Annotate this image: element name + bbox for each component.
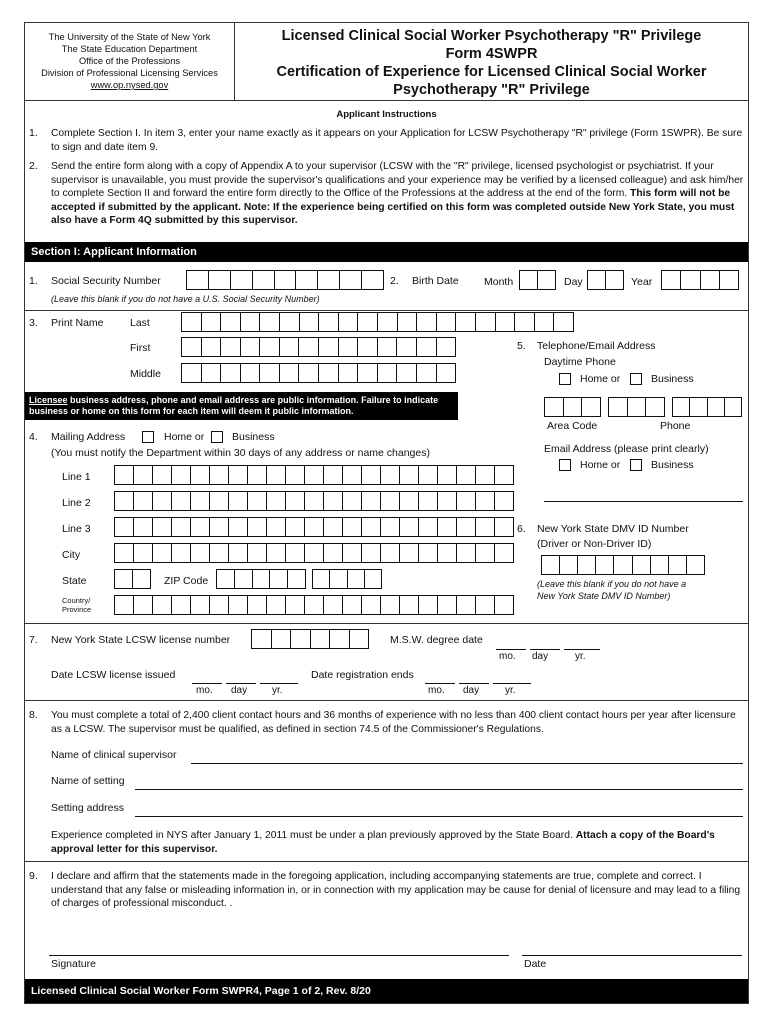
form-number: Form 4SWPR xyxy=(445,46,538,62)
reg-month-input[interactable] xyxy=(425,683,455,684)
address-line1-input[interactable] xyxy=(114,465,514,485)
phone-email-label: Telephone/Email Address xyxy=(537,340,656,352)
dmv-sub-label: (Driver or Non-Driver ID) xyxy=(537,538,652,550)
dmv-label: New York State DMV ID Number xyxy=(537,523,689,535)
mailing-home-checkbox[interactable] xyxy=(142,431,154,443)
address-line1-label: Line 1 xyxy=(62,471,91,483)
daytime-phone-label: Daytime Phone xyxy=(544,356,616,368)
day-label: Day xyxy=(564,276,583,288)
issued-mo-caption: mo. xyxy=(196,685,213,696)
msw-mo-caption: mo. xyxy=(499,651,516,662)
issued-day-caption: day xyxy=(231,685,248,696)
agency-line: Division of Professional Licensing Services xyxy=(41,68,218,78)
msw-yr-caption: yr. xyxy=(575,651,586,662)
msw-month-input[interactable] xyxy=(496,649,526,650)
country-label-line: Country/ xyxy=(62,596,91,605)
agency-line: Office of the Professions xyxy=(78,56,181,66)
form-title: Licensed Clinical Social Worker Psychotherapy "R" Privilege xyxy=(281,28,702,44)
setting-name-input[interactable] xyxy=(135,789,743,790)
setting-address-label: Setting address xyxy=(51,802,124,814)
form-subtitle-2: Psychotherapy "R" Privilege xyxy=(393,82,590,98)
setting-name-label: Name of setting xyxy=(51,775,125,787)
signature-label: Signature xyxy=(51,958,96,970)
country-label xyxy=(62,596,91,614)
issued-year-input[interactable] xyxy=(260,683,298,684)
instruction-1: Complete Section I. In item 3, enter your name exactly as it appears on your Application for LCSW Psychotherapy "R" privilege (Form 1SWPR). Be sure to sign and date item 9. xyxy=(51,128,743,153)
lcsw-license-input[interactable] xyxy=(251,629,369,649)
agency-line: The University of the State of New York xyxy=(48,32,211,42)
instruction-number: 2. xyxy=(29,160,38,172)
item-number: 8. xyxy=(29,709,38,721)
section-1-header: Section I: Applicant Information xyxy=(25,242,748,262)
msw-day-input[interactable] xyxy=(530,649,560,650)
instruction-2-text: Send the entire form along with a copy of Appendix A to your supervisor (LCSW with the "R" privilege, licensed psychologist or psychiatrist. If your supervisor is unavailable, you must provide the supervisor's qualifications and your experience may be verified by a licensed colleague) and ask him/her to complete Section II and forward the entire form directly to the Office of the Professions at the address at the end of the form. xyxy=(51,161,744,199)
ssn-label: Social Security Number xyxy=(51,275,161,287)
birth-month-input[interactable] xyxy=(519,270,556,290)
dmv-note-2: New York State DMV ID Number) xyxy=(537,591,671,601)
state-label: State xyxy=(62,575,87,587)
setting-address-input[interactable] xyxy=(135,816,743,817)
birth-year-input[interactable] xyxy=(661,270,739,290)
experience-bold: Attach a copy of the Board's approval letter for this supervisor. xyxy=(51,830,715,855)
supervisor-name-label: Name of clinical supervisor xyxy=(51,749,177,761)
experience-text: Experience completed in NYS after January 1, 2011 must be under a plan previously approved by the State Board. xyxy=(51,830,573,841)
email-home-label: Home or xyxy=(580,459,621,471)
date-issued-label: Date LCSW license issued xyxy=(51,669,176,681)
item-number: 1. xyxy=(29,275,38,287)
divider xyxy=(25,623,748,624)
form-subtitle: Certification of Experience for Licensed Clinical Social Worker xyxy=(276,64,707,80)
email-business-checkbox[interactable] xyxy=(630,459,642,471)
email-home-checkbox[interactable] xyxy=(559,459,571,471)
phone-line-input[interactable] xyxy=(672,397,742,417)
address-line2-label: Line 2 xyxy=(62,497,91,509)
item-number: 3. xyxy=(29,317,38,329)
city-input[interactable] xyxy=(114,543,514,563)
reg-yr-caption: yr. xyxy=(505,685,516,696)
area-code-label: Area Code xyxy=(547,420,598,432)
msw-day-caption: day xyxy=(532,651,549,662)
dmv-note-1: (Leave this blank if you do not have a xyxy=(537,579,687,589)
experience-note xyxy=(51,829,745,856)
reg-day-input[interactable] xyxy=(459,683,489,684)
agency-line: The State Education Department xyxy=(61,44,198,54)
phone-label: Phone xyxy=(660,420,691,432)
form-title-block xyxy=(235,23,748,101)
divider xyxy=(25,310,748,311)
issued-month-input[interactable] xyxy=(192,683,222,684)
middle-name-input[interactable] xyxy=(181,363,456,383)
mailing-home-label: Home or xyxy=(164,431,205,443)
signature-date-input[interactable] xyxy=(522,955,742,956)
reg-year-input[interactable] xyxy=(493,683,531,684)
warning-text: business address, phone and email address are public information. Failure to indicate business or home on this form for each item will deem it public information. xyxy=(29,395,439,416)
agency-website-link[interactable]: www.op.nysed.gov xyxy=(90,80,169,90)
issued-day-input[interactable] xyxy=(226,683,256,684)
item-number: 2. xyxy=(390,275,399,287)
divider xyxy=(25,700,748,701)
instruction-2 xyxy=(51,160,745,228)
form-footer: Licensed Clinical Social Worker Form SWPR4, Page 1 of 2, Rev. 8/20 xyxy=(25,979,748,1003)
reg-day-caption: day xyxy=(463,685,480,696)
supervisor-name-input[interactable] xyxy=(191,763,743,764)
signature-input[interactable] xyxy=(49,955,509,956)
item-number: 9. xyxy=(29,870,38,882)
last-name-label: Last xyxy=(130,317,150,329)
province-label-line: Province xyxy=(62,605,92,614)
msw-year-input[interactable] xyxy=(564,649,600,650)
area-code-input[interactable] xyxy=(544,397,601,417)
state-input[interactable] xyxy=(114,569,151,589)
first-name-input[interactable] xyxy=(181,337,456,357)
agency-block xyxy=(25,23,235,101)
mailing-note: (You must notify the Department within 30 days of any address or name changes) xyxy=(51,447,430,459)
print-name-label: Print Name xyxy=(51,317,104,329)
zip-ext-input[interactable] xyxy=(312,569,382,589)
email-business-label: Business xyxy=(651,459,694,471)
zip-label: ZIP Code xyxy=(164,575,209,587)
birth-date-label: Birth Date xyxy=(412,275,459,287)
email-label: Email Address (please print clearly) xyxy=(544,443,709,455)
issued-yr-caption: yr. xyxy=(272,685,283,696)
reg-mo-caption: mo. xyxy=(428,685,445,696)
public-info-warning xyxy=(25,392,458,420)
year-label: Year xyxy=(631,276,653,288)
item-8-text: You must complete a total of 2,400 client contact hours and 36 months of experience with no less than 400 client contact hours per year after licensure as a LCSW. The supervisor must be qualified, as defined in section 74.5 of the Commissioner's Regulations. xyxy=(51,710,736,735)
phone-business-checkbox[interactable] xyxy=(630,373,642,385)
last-name-input[interactable] xyxy=(181,312,574,332)
dmv-id-input[interactable] xyxy=(541,555,705,575)
ssn-note: (Leave this blank if you do not have a U.S. Social Security Number) xyxy=(51,294,320,304)
instructions-heading: Applicant Instructions xyxy=(336,109,437,120)
phone-home-label: Home or xyxy=(580,373,621,385)
instruction-number: 1. xyxy=(29,127,38,139)
phone-home-checkbox[interactable] xyxy=(559,373,571,385)
address-line3-label: Line 3 xyxy=(62,523,91,535)
lcsw-license-label: New York State LCSW license number xyxy=(51,634,231,646)
birth-day-input[interactable] xyxy=(587,270,624,290)
mailing-business-label: Business xyxy=(232,431,275,443)
country-input[interactable] xyxy=(114,595,514,615)
first-name-label: First xyxy=(130,342,151,354)
instruction-2-bold: This form will not be accepted if submitted by the applicant. Note: If the experience being certified on this form was completed outside New York State, you must also have a Form 4Q submitted by this supervisor. xyxy=(51,188,735,226)
item-number: 6. xyxy=(517,523,526,535)
address-line2-input[interactable] xyxy=(114,491,514,511)
form-page xyxy=(24,22,749,1004)
ssn-input[interactable] xyxy=(186,270,384,290)
phone-prefix-input[interactable] xyxy=(608,397,665,417)
month-label: Month xyxy=(484,276,514,288)
date-label: Date xyxy=(524,958,547,970)
registration-ends-label: Date registration ends xyxy=(311,669,414,681)
mailing-address-label: Mailing Address xyxy=(51,431,126,443)
warning-licensee: Licensee xyxy=(29,395,68,405)
item-number: 4. xyxy=(29,431,38,443)
item-9-declaration: I declare and affirm that the statements made in the foregoing application, including accompanying statements are true, complete and correct. I understand that any false or misleading information in, or in connection with my application may be cause for denial of licensure and may lead to a filing of charges of professional misconduct. . xyxy=(51,871,741,909)
zip-input[interactable] xyxy=(216,569,306,589)
middle-name-label: Middle xyxy=(130,368,161,380)
phone-business-label: Business xyxy=(651,373,694,385)
email-input[interactable] xyxy=(544,501,743,502)
item-number: 5. xyxy=(517,340,526,352)
item-number: 7. xyxy=(29,634,38,646)
msw-date-label: M.S.W. degree date xyxy=(390,634,483,646)
city-label: City xyxy=(62,549,81,561)
mailing-business-checkbox[interactable] xyxy=(211,431,223,443)
address-line3-input[interactable] xyxy=(114,517,514,537)
divider xyxy=(25,861,748,862)
